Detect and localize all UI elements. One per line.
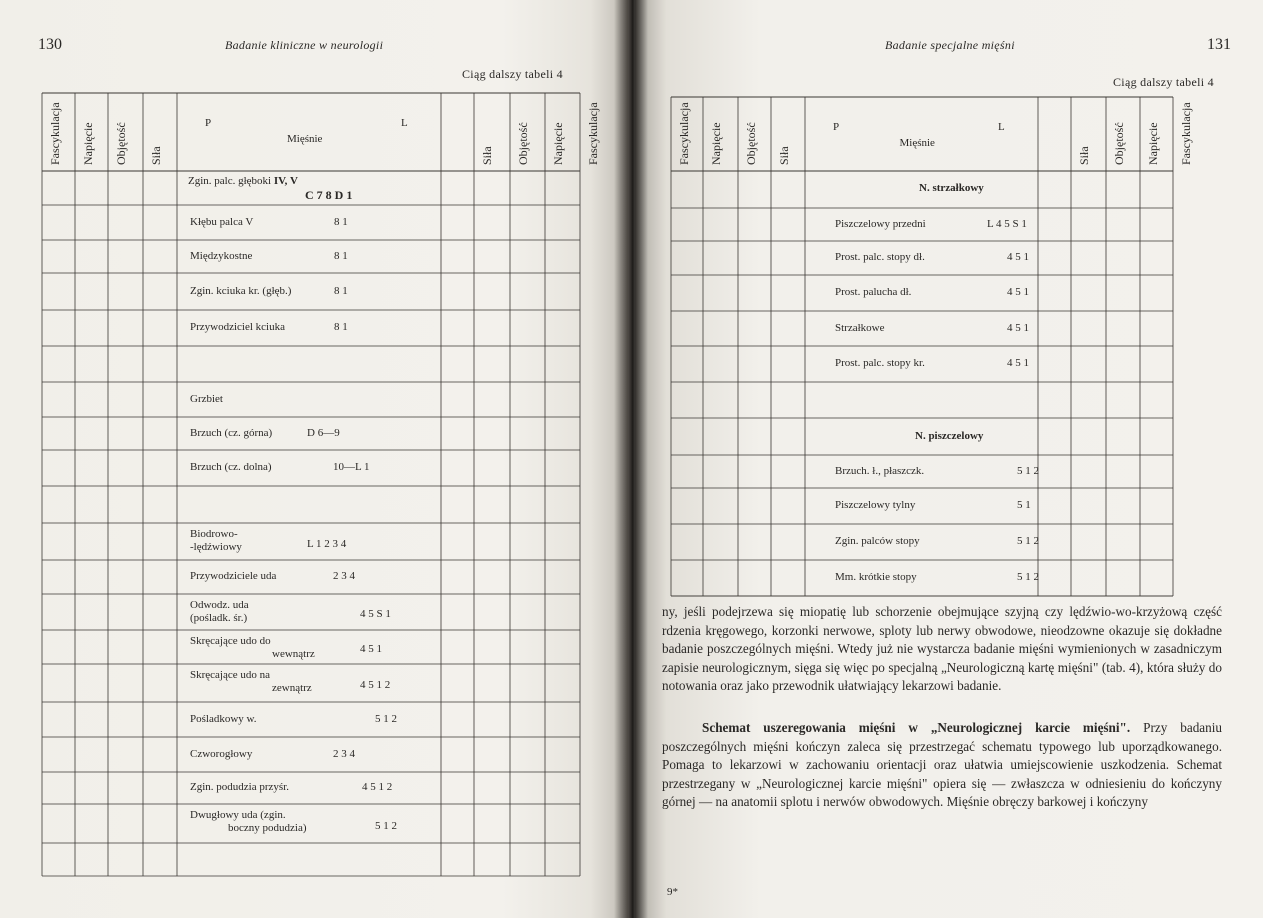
muscle-name-cont: wewnątrz (272, 648, 315, 660)
header-p: P (833, 121, 840, 133)
segment-numbers: 4 5 1 2 (360, 679, 391, 691)
segment-numbers: 5 1 2 (375, 819, 397, 832)
column-header-right-2: Napięcie (551, 122, 565, 165)
muscle-name: Kłębu palca V (190, 215, 254, 228)
segment-numbers: 5 1 (1017, 499, 1031, 511)
segment-numbers: 8 1 (334, 321, 348, 333)
column-header-right-1: Objętość (516, 122, 530, 165)
muscle-name: Zgin. kciuka kr. (głęb.) (190, 284, 292, 297)
right-page (635, 0, 1263, 918)
segment-numbers: 4 5 1 2 (362, 781, 393, 793)
segment-numbers: 5 1 2 (1017, 464, 1039, 477)
muscle-name: Grzbiet (190, 392, 223, 405)
segment-numbers: C 7 8 D 1 (305, 188, 353, 202)
column-header-1: Napięcie (81, 122, 95, 165)
table-continuation-note: Ciąg dalszy tabeli 4 (1113, 75, 1214, 89)
column-header-0: Fascykulacja (677, 102, 691, 165)
paragraph (662, 719, 1222, 812)
muscle-name: Piszczelowy tylny (835, 499, 916, 511)
segment-numbers: L 1 2 3 4 (307, 537, 347, 550)
segment-numbers: 4 5 1 (1007, 251, 1029, 263)
column-header-3: Siła (777, 146, 791, 165)
signature-mark: 9* (667, 886, 678, 898)
nerve-section-heading: N. strzałkowy (919, 182, 984, 194)
muscle-name: Brzuch (cz. górna) (190, 426, 273, 439)
column-header-1: Napięcie (709, 122, 723, 165)
innervation-roots: IV, V (273, 175, 298, 187)
column-header-3: Siła (149, 146, 163, 165)
muscle-name: Prost. palc. stopy dł. (835, 251, 925, 263)
muscle-name: Skręcające udo do (190, 635, 271, 647)
body-text (662, 603, 1222, 812)
segment-numbers: L 4 5 S 1 (987, 217, 1027, 230)
segment-numbers: 10—L 1 (333, 461, 370, 473)
muscle-name: Dwugłowy uda (zgin. (190, 809, 286, 821)
muscle-name: Brzuch (cz. dolna) (190, 461, 272, 473)
muscle-name: Prost. palucha dł. (835, 286, 912, 298)
muscle-name: Międzykostne (190, 249, 253, 262)
book-gutter (614, 0, 648, 918)
segment-numbers: 4 5 1 (1007, 286, 1029, 298)
column-header-right-3: Fascykulacja (586, 102, 600, 165)
page-number: 130 (38, 36, 62, 53)
muscle-name-cont: boczny podudzia) (228, 822, 307, 834)
muscle-name-cont: -lędźwiowy (190, 541, 242, 553)
column-header-right-1: Objętość (1112, 122, 1126, 165)
muscle-name-cont: (pośladk. śr.) (190, 612, 248, 624)
running-head: Badanie kliniczne w neurologii (225, 38, 384, 52)
page-number: 131 (1207, 36, 1231, 53)
column-header-right-3: Fascykulacja (1179, 102, 1193, 165)
muscle-name: Skręcające udo na (190, 669, 271, 681)
nerve-section-heading: N. piszczelowy (915, 430, 984, 442)
muscle-name: Zgin. palc. głęboki IV, V (188, 175, 298, 187)
column-header-0: Fascykulacja (48, 102, 62, 165)
column-header-2: Objętość (114, 122, 128, 165)
muscle-name-cont: zewnątrz (272, 682, 312, 694)
muscle-name: Prost. palc. stopy kr. (835, 357, 925, 369)
header-muscles: Mięśnie (287, 133, 323, 145)
paragraph-heading: Schemat uszeregowania mięśni w „Neurologicznej karcie mięśni". (702, 719, 1131, 735)
muscle-name: Pośladkowy w. (190, 712, 257, 725)
segment-numbers: 4 5 S 1 (360, 608, 391, 620)
segment-numbers: 2 3 4 (333, 570, 355, 582)
segment-numbers: 8 1 (334, 284, 348, 297)
segment-numbers: 8 1 (334, 249, 348, 262)
table-grid (635, 0, 1263, 600)
muscle-name: Zgin. palców stopy (835, 535, 920, 547)
muscle-name: Brzuch. ł., płaszczk. (835, 464, 925, 477)
segment-numbers: 5 1 2 (1017, 535, 1039, 547)
muscle-name: Strzałkowe (835, 321, 885, 334)
segment-numbers: 5 1 2 (1017, 571, 1039, 583)
column-header-right-0: Siła (480, 146, 494, 165)
column-header-2: Objętość (744, 122, 758, 165)
segment-numbers: 2 3 4 (333, 747, 355, 760)
paragraph: ny, jeśli podejrzewa się miopatię lub schorzenie obejmujące szyjną czy lędźwio-wo-krzyżową część rdzenia kręgowego, korzonki nerwowe, sploty lub nerwy obwodowe, nieodzowne okazuje się dokładne badanie poszczególnych mięśni. Wtedy już nie wystarcza badanie mięśni wymienionych w zasadniczym zapisie neurologicznym, sięga się więc po specjalną „Neurologiczną kartę mięśni" (tab. 4), która służy do notowania oraz jako przewodnik ułatwiający lekarzowi badanie. (662, 604, 1222, 694)
column-header-right-0: Siła (1077, 146, 1091, 165)
left-page (0, 0, 628, 918)
segment-numbers: 4 5 1 (1007, 357, 1029, 369)
header-muscles: Mięśnie (899, 137, 935, 149)
muscle-name: Przywodziciel kciuka (190, 321, 285, 333)
running-head: Badanie specjalne mięśni (885, 38, 1015, 52)
table-continuation-note: Ciąg dalszy tabeli 4 (462, 67, 563, 81)
header-l: L (401, 117, 408, 129)
paragraph-text: Przy badaniu poszczególnych mięśni kończyn zaleca się przestrzegać schematu typowego lub uporządkowanego. Pomaga to lekarzowi w zachowaniu orientacji oraz ułatwia umiejscowienie uszkodzenia. Schemat przestrzegany w „Neurologicznej karcie mięśni" opiera się — zwłaszcza w odniesieniu do kończyny górnej — na anatomii splotu i nerwów obwodowych. Mięśnie obręczy barkowej i kończyny (662, 719, 1223, 810)
header-l: L (998, 121, 1005, 133)
column-header-right-2: Napięcie (1146, 122, 1160, 165)
segment-numbers: 4 5 1 (1007, 321, 1029, 334)
muscle-name: Zgin. podudzia przyśr. (190, 781, 289, 793)
header-p: P (205, 117, 212, 129)
muscle-name: Biodrowo- (190, 528, 238, 540)
muscle-name: Przywodziciele uda (190, 570, 277, 582)
segment-numbers: D 6—9 (307, 426, 340, 439)
segment-numbers: 8 1 (334, 215, 348, 228)
segment-numbers: 5 1 2 (375, 712, 397, 725)
segment-numbers: 4 5 1 (360, 643, 382, 655)
muscle-name: Piszczelowy przedni (835, 217, 926, 230)
muscle-name: Mm. krótkie stopy (835, 571, 917, 583)
muscle-name: Odwodz. uda (190, 599, 249, 611)
muscle-name: Czworogłowy (190, 747, 253, 760)
